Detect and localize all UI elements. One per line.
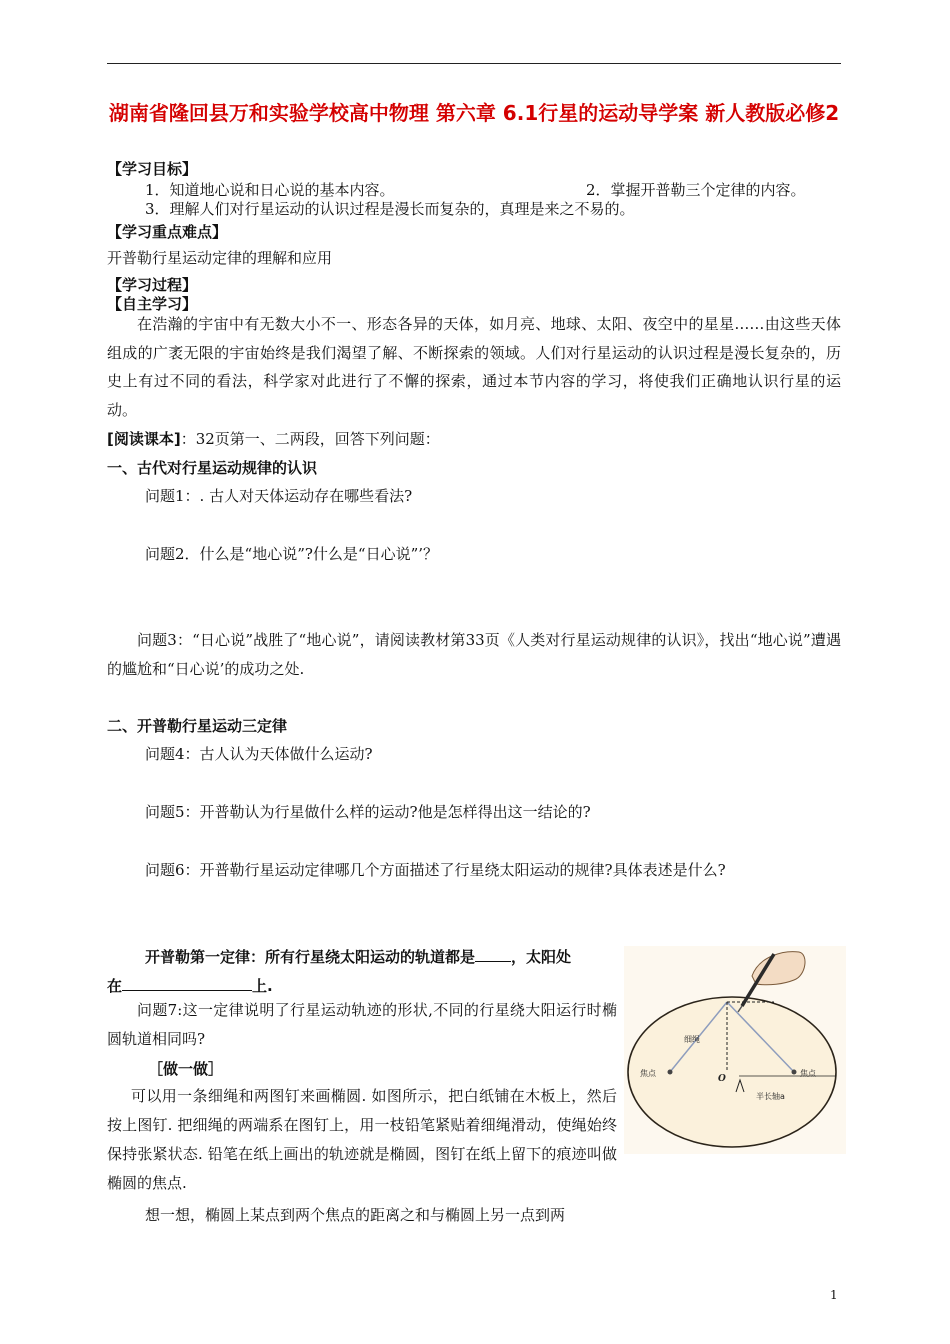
section2-heading: 二、开普勒行星运动三定律 bbox=[107, 717, 288, 735]
document-title: 湖南省隆回县万和实验学校高中物理 第六章 6.1行星的运动导学案 新人教版必修2 bbox=[108, 101, 840, 125]
section1-heading: 一、古代对行星运动规律的认识 bbox=[107, 459, 318, 477]
label-string: 细绳 bbox=[684, 1035, 700, 1044]
page-number: 1 bbox=[830, 1288, 838, 1302]
question-3: 问题3：“日心说”战胜了“地心说”，请阅读教材第33页《人类对行星运动规律的认识》，找出“地心说”遭遇的尴尬和“日心说’的成功之处. bbox=[107, 631, 841, 678]
reading-text: ：32页第一、二两段，回答下列问题： bbox=[180, 430, 440, 448]
label-origin: O bbox=[718, 1074, 726, 1084]
law1-text-part1: 开普勒第一定律：所有行星绕太阳运动的轨道都是 bbox=[145, 948, 476, 966]
objective-item-2: 2．掌握开普勒三个定律的内容。 bbox=[586, 181, 806, 199]
try-it-paragraph: 可以用一条细绳和两图钉来画椭圆. 如图所示，把白纸铺在木板上，然后按上图钉. 把细绳的两端系在图钉上，用一枝铅笔紧贴着细绳滑动，使绳始终保持张紧状态. 铅笔在纸上画出的轨迹就是椭圆，图钉在纸上留下的痕迹叫做椭圆的焦点. bbox=[107, 1087, 617, 1192]
label-focus-right: 焦点 bbox=[800, 1069, 816, 1078]
objective-item-1: 1．知道地心说和日心说的基本内容。 bbox=[145, 181, 395, 199]
question-6: 问题6：开普勒行星运动定律哪几个方面描述了行星绕太阳运动的规律?具体表述是什么? bbox=[145, 861, 726, 879]
objectives-heading: 【学习目标】 bbox=[107, 160, 198, 178]
label-semi-axis: 半长轴a bbox=[756, 1092, 785, 1101]
key-points-heading: 【学习重点难点】 bbox=[107, 223, 228, 241]
question-4: 问题4：古人认为天体做什么运动? bbox=[145, 745, 373, 763]
question-1: 问题1：. 古人对天体运动存在哪些看法? bbox=[145, 487, 413, 505]
think-line: 想一想，椭圆上某点到两个焦点的距离之和与椭圆上另一点到两 bbox=[145, 1206, 566, 1224]
self-study-paragraph: 在浩瀚的宇宙中有无数大小不一、形态各异的天体，如月亮、地球、太阳、夜空中的星星……由这些天体组成的广袤无限的宇宙始终是我们渴望了解、不断探索的领域。人们对行星运动的认识过程是漫长复杂的，历史上有过不同的看法，科学家对此进行了不懈的探索，通过本节内容的学习，将使我们正确地认识行星的运动。 bbox=[107, 315, 841, 419]
law1-text-part4: 上. bbox=[252, 977, 273, 995]
kepler-first-law-line1 bbox=[145, 946, 571, 966]
law1-blank-orbit[interactable] bbox=[475, 946, 511, 962]
self-study-heading: 【自主学习】 bbox=[107, 295, 198, 313]
kepler-first-law-line2 bbox=[107, 975, 273, 995]
ellipse-diagram bbox=[624, 946, 846, 1154]
question-5: 问题5：开普勒认为行星做什么样的运动?他是怎样得出这一结论的? bbox=[145, 803, 591, 821]
header-rule bbox=[107, 63, 841, 64]
left-focus-point bbox=[668, 1070, 673, 1075]
objective-item-3: 3．理解人们对行星运动的认识过程是漫长而复杂的，真理是来之不易的。 bbox=[145, 200, 635, 218]
label-focus-left: 焦点 bbox=[640, 1069, 656, 1078]
question-2: 问题2．什么是“地心说”?什么是“日心说”’？ bbox=[145, 545, 439, 563]
law1-blank-focus[interactable] bbox=[122, 975, 252, 991]
law1-text-part2: ，太阳处 bbox=[511, 948, 572, 966]
key-points-text: 开普勒行星运动定律的理解和应用 bbox=[107, 249, 333, 267]
question-7: 问题7:这一定律说明了行星运动轨迹的形状,不同的行星绕大阳运行时椭圆轨道相同吗? bbox=[107, 1001, 617, 1048]
ellipse-drawing-figure bbox=[624, 946, 846, 1154]
law1-text-part3: 在 bbox=[107, 977, 123, 995]
reading-label: [阅读课本] bbox=[107, 430, 181, 448]
try-it-heading: ［做一做］ bbox=[148, 1060, 224, 1078]
process-heading: 【学习过程】 bbox=[107, 276, 198, 294]
right-focus-point bbox=[792, 1070, 797, 1075]
reading-instruction bbox=[107, 430, 440, 448]
